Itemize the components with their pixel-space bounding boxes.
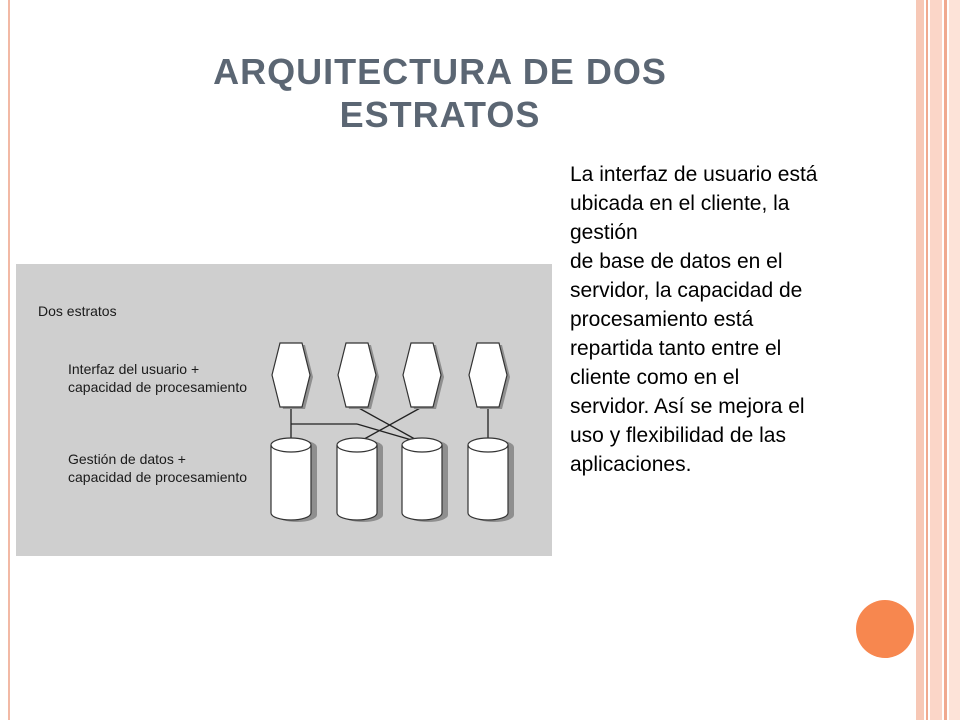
diagram-heading: Dos estratos — [38, 303, 117, 319]
body-line: servidor, la capacidad de — [570, 279, 803, 302]
body-line: ubicada en el cliente, la — [570, 192, 790, 215]
upper-tier-label-line-1: Interfaz del usuario + — [68, 361, 200, 377]
database-cylinder-icon — [402, 438, 448, 522]
diagram-canvas — [16, 264, 552, 556]
upper-tier-label-line-2: capacidad de procesamiento — [68, 379, 248, 395]
lower-tier-label-line-1: Gestión de datos + — [68, 451, 186, 467]
database-cylinder-icon — [271, 438, 317, 522]
body-line: de base de datos en el — [570, 250, 783, 273]
body-line: gestión — [570, 221, 638, 244]
body-line: La interfaz de usuario está — [570, 163, 818, 186]
client-hexagons — [272, 343, 510, 409]
lower-tier-label-line-2: capacidad de procesamiento — [68, 469, 248, 485]
body-line: cliente como en el — [570, 366, 740, 389]
hexagon-client-icon — [469, 343, 510, 409]
right-decorative-border — [916, 0, 960, 720]
server-databases — [271, 438, 514, 522]
hexagon-client-icon — [272, 343, 313, 409]
title-line-1: ARQUITECTURA DE DOS — [213, 51, 667, 92]
body-line: servidor. Así se mejora el — [570, 395, 805, 418]
orange-accent-dot — [856, 600, 914, 658]
body-line: aplicaciones. — [570, 453, 692, 476]
title-line-2: ESTRATOS — [339, 94, 541, 135]
body-line: procesamiento está — [570, 308, 754, 331]
left-border-line — [8, 0, 10, 720]
body-line: uso y flexibilidad de las — [570, 424, 786, 447]
database-cylinder-icon — [337, 438, 383, 522]
body-line: repartida tanto entre el — [570, 337, 782, 360]
slide-body-text — [570, 160, 900, 479]
two-tier-diagram — [16, 264, 552, 556]
hexagon-client-icon — [403, 343, 444, 409]
hexagon-client-icon — [338, 343, 379, 409]
connection-lines — [291, 407, 488, 443]
slide-title — [110, 50, 770, 136]
database-cylinder-icon — [468, 438, 514, 522]
